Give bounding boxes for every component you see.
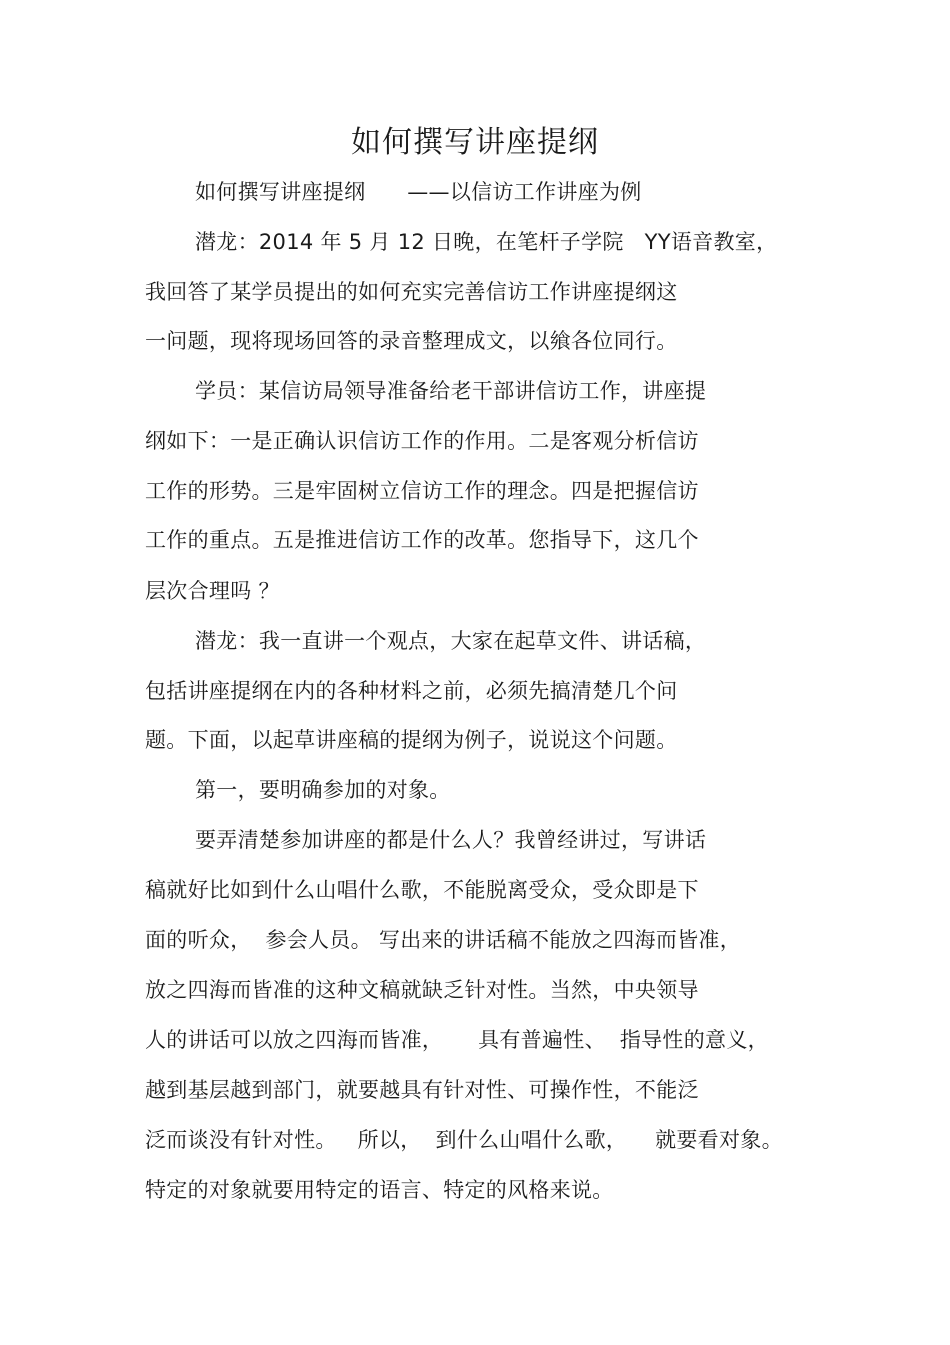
paragraph-line: 工作的形势。三是牢固树立信访工作的理念。四是把握信访 — [145, 479, 699, 503]
subtitle-line: 如何撰写讲座提纲 ——以信访工作讲座为例 — [195, 180, 642, 204]
paragraph-line: 包括讲座提纲在内的各种材料之前，必须先搞清楚几个问 — [145, 679, 678, 703]
paragraph-line: 潜龙：2014 年 5 月 12 日晚，在笔杆子学院 YY语音教室， — [195, 230, 778, 254]
paragraph-line: 放之四海而皆准的这种文稿就缺乏针对性。当然，中央领导 — [145, 978, 699, 1002]
paragraph-line: 稿就好比如到什么山唱什么歌，不能脱离受众，受众即是下 — [145, 878, 699, 902]
paragraph-line: 要弄清楚参加讲座的都是什么人？我曾经讲过，写讲话 — [195, 828, 707, 852]
paragraph-line: 特定的对象就要用特定的语言、特定的风格来说。 — [145, 1178, 614, 1202]
paragraph-line: 层次合理吗 ？ — [145, 579, 280, 603]
paragraph-line: 泛而谈没有针对性。 所以， 到什么山唱什么歌， 就要看对象。 — [145, 1128, 783, 1152]
paragraph-line: 越到基层越到部门，就要越具有针对性、可操作性，不能泛 — [145, 1078, 699, 1102]
paragraph-line: 人的讲话可以放之四海而皆准， 具有普遍性、 指导性的意义， — [145, 1028, 769, 1052]
section-heading-line: 第一，要明确参加的对象。 — [195, 778, 451, 802]
paragraph-line: 工作的重点。五是推进信访工作的改革。您指导下，这几个 — [145, 528, 699, 552]
paragraph-line: 纲如下：一是正确认识信访工作的作用。二是客观分析信访 — [145, 429, 699, 453]
paragraph-line: 题。下面，以起草讲座稿的提纲为例子，说说这个问题。 — [145, 728, 678, 752]
paragraph-line: 我回答了某学员提出的如何充实完善信访工作讲座提纲这 — [145, 280, 678, 304]
paragraph-line: 一问题，现将现场回答的录音整理成文，以飨各位同行。 — [145, 329, 678, 353]
paragraph-line: 潜龙：我一直讲一个观点，大家在起草文件、讲话稿， — [195, 629, 707, 653]
paragraph-line: 面的听众， 参会人员。 写出来的讲话稿不能放之四海而皆准， — [145, 928, 742, 952]
paragraph-line: 学员：某信访局领导准备给老干部讲信访工作，讲座提 — [195, 379, 707, 403]
document-title: 如何撰写讲座提纲 — [351, 125, 599, 160]
